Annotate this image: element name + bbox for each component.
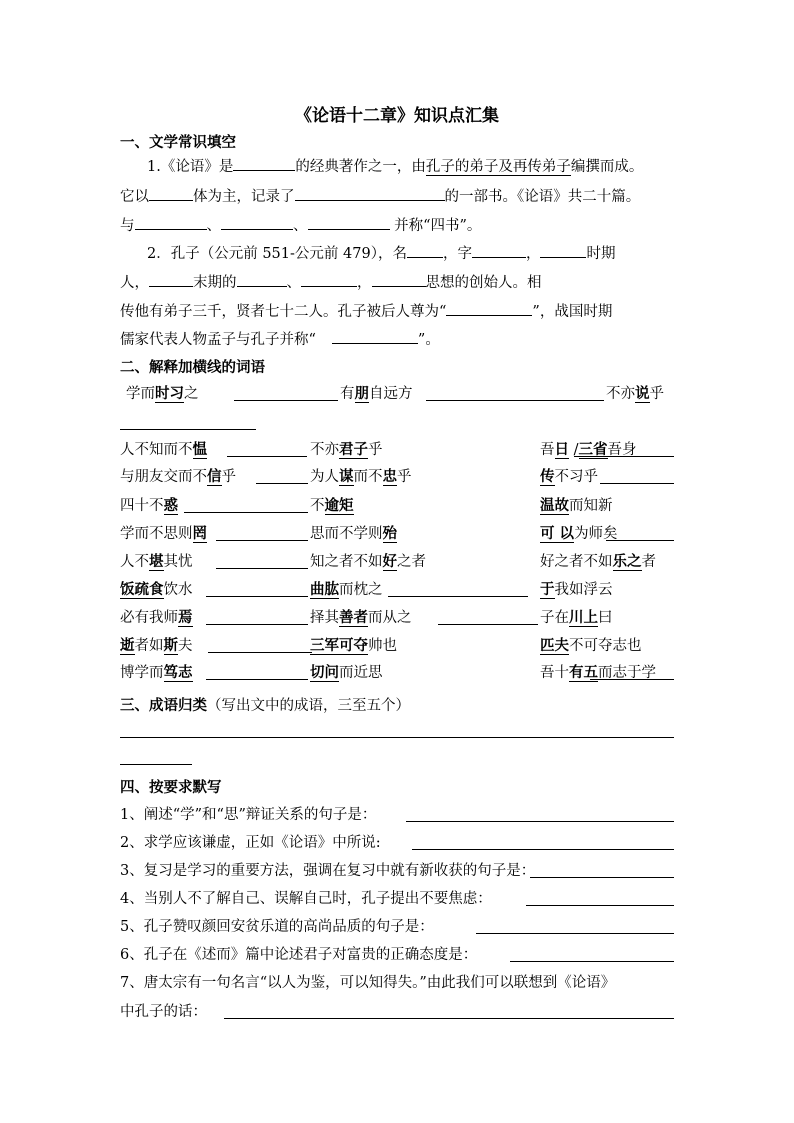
blank[interactable] xyxy=(540,243,586,258)
vocab-phrase: 饭疏食饮水 xyxy=(120,581,193,598)
blank[interactable] xyxy=(590,679,674,680)
blank[interactable] xyxy=(237,272,287,287)
vocab-phrase: 温故而知新 xyxy=(540,497,613,514)
vocab-phrase: 择其善者而从之 xyxy=(310,609,412,626)
vocab-row-8 xyxy=(120,636,680,658)
vocab-phrase: 为人谋而不忠乎 xyxy=(310,468,412,485)
blank[interactable] xyxy=(256,483,308,484)
blank[interactable] xyxy=(446,301,532,316)
vocab-phrase: 思而不学则殆 xyxy=(310,525,397,542)
s1-line-5: 人， 末期的 、 ， 思想的创始人。相 xyxy=(120,272,675,293)
vocab-phrase: 必有我师焉 xyxy=(120,609,193,626)
blank[interactable] xyxy=(372,272,426,287)
recite-item-4: 4、当别人不了解自己、误解自己时，孔子提出不要焦虑： xyxy=(120,889,675,911)
vocab-phrase: 人不堪其忧 xyxy=(120,553,193,570)
blank[interactable] xyxy=(216,540,308,541)
blank[interactable] xyxy=(135,215,207,230)
blank[interactable] xyxy=(208,652,312,653)
blank[interactable] xyxy=(206,596,308,597)
vocab-phrase: 不逾矩 xyxy=(310,497,354,514)
blank[interactable] xyxy=(407,243,443,258)
recite-item-3: 3、复习是学习的重要方法，强调在复习中就有新收获的句子是： xyxy=(120,861,675,883)
blank[interactable] xyxy=(184,512,308,513)
vocab-phrase: 与朋友交而不信乎 xyxy=(120,468,236,485)
vocab-phrase: 切问而近思 xyxy=(310,664,383,681)
vocab-row-9 xyxy=(120,663,680,685)
vocab-row-5 xyxy=(120,552,680,574)
answer-line[interactable] xyxy=(224,1018,674,1019)
vocab-phrase: 知之者不如好之者 xyxy=(310,553,426,570)
vocab-phrase: 可 以为师矣 xyxy=(540,525,618,542)
vocab-phrase: 博学而笃志 xyxy=(120,664,193,681)
blank[interactable] xyxy=(332,329,418,344)
s1-line-1: 1.《论语》是 的经典著作之一，由孔子的弟子及再传弟子编撰而成。 xyxy=(147,156,677,177)
blank[interactable] xyxy=(574,456,674,457)
blank[interactable] xyxy=(227,456,307,457)
recite-item-1: 1、阐述“学”和“思”辩证关系的句子是： xyxy=(120,805,675,827)
blank[interactable] xyxy=(388,596,528,597)
section1-heading: 一、文学常识填空 xyxy=(120,134,236,151)
blank[interactable] xyxy=(120,429,256,430)
vocab-phrase: 传不习乎 xyxy=(540,468,598,485)
vocab-phrase: 曲肱而枕之 xyxy=(310,581,383,598)
blank[interactable] xyxy=(600,483,674,484)
page-title: 《论语十二章》知识点汇集 xyxy=(295,106,499,126)
recite-item-7-cont: 中孔子的话： xyxy=(120,1002,675,1024)
vocab-phrase: 于我如浮云 xyxy=(540,581,613,598)
answer-line[interactable] xyxy=(530,877,674,878)
vocab-phrase: 吾日 /三省吾身 xyxy=(540,441,637,458)
blank[interactable] xyxy=(426,400,604,401)
vocab-phrase: 好之者不如乐之者 xyxy=(540,553,656,570)
vocab-row-7 xyxy=(120,608,680,630)
s1-line-7: 儒家代表人物孟子与孔子并称“ ”。 xyxy=(120,329,675,350)
vocab-phrase: 学而不思则罔 xyxy=(120,525,207,542)
vocab-phrase: 子在川上曰 xyxy=(540,609,613,626)
answer-line[interactable] xyxy=(412,849,674,850)
section3-heading: 三、成语归类（写出文中的成语，三至五个） xyxy=(120,697,410,714)
answer-line[interactable] xyxy=(120,737,674,738)
recite-item-2: 2、求学应该谦虚，正如《论语》中所说: xyxy=(120,833,675,855)
blank[interactable] xyxy=(295,186,445,201)
vocab-row-1 xyxy=(120,440,680,462)
blank[interactable] xyxy=(216,568,308,569)
vocab-phrase: 吾十有五而志于学 xyxy=(540,664,656,681)
recite-item-5: 5、孔子赞叹颜回安贫乐道的高尚品质的句子是： xyxy=(120,917,675,939)
answer-line[interactable] xyxy=(120,764,192,765)
vocab-phrase: 匹夫不可夺志也 xyxy=(540,637,642,654)
vocab-row-2 xyxy=(120,467,680,489)
answer-line[interactable] xyxy=(476,933,674,934)
blank[interactable] xyxy=(206,679,308,680)
recite-item-6: 6、孔子在《述而》篇中论述君子对富贵的正确态度是： xyxy=(120,945,675,967)
blank[interactable] xyxy=(206,624,308,625)
blank[interactable] xyxy=(308,215,390,230)
blank[interactable] xyxy=(234,400,338,401)
s1-line-4: 2．孔子（公元前 551-公元前 479），名 ，字 ， 时期 xyxy=(147,243,677,264)
blank[interactable] xyxy=(606,540,674,541)
answer-line[interactable] xyxy=(406,821,674,822)
blank[interactable] xyxy=(221,215,293,230)
vocab-row-3 xyxy=(120,496,680,518)
s1-line-3: 与 、 、 并称“四书”。 xyxy=(120,215,675,236)
vocab-row-6 xyxy=(120,580,680,602)
blank[interactable] xyxy=(233,156,295,171)
recite-item-7: 7、唐太宗有一句名言“以人为鉴，可以知得失。”由此我们可以联想到《论语》 xyxy=(120,975,616,991)
vocab-row-0: 学而时习之 有朋自远方 不亦说乎 xyxy=(126,385,664,402)
blank[interactable] xyxy=(301,272,357,287)
s1-line-2: 它以 体为主，记录了 的一部书。《论语》共二十篇。 xyxy=(120,186,675,207)
blank[interactable] xyxy=(149,272,193,287)
vocab-phrase: 四十不惑 xyxy=(120,497,178,514)
blank[interactable] xyxy=(438,624,538,625)
blank[interactable] xyxy=(149,186,193,201)
answer-line[interactable] xyxy=(526,905,674,906)
s1-line-6: 传他有弟子三千，贤者七十二人。孔子被后人尊为“ ”，战国时期 xyxy=(120,301,675,322)
vocab-row-4 xyxy=(120,524,680,546)
vocab-phrase: 逝者如斯夫 xyxy=(120,637,193,654)
vocab-phrase: 不亦君子乎 xyxy=(310,441,383,458)
blank[interactable] xyxy=(472,243,526,258)
vocab-phrase: 人不知而不愠 xyxy=(120,441,207,458)
answer-line[interactable] xyxy=(510,961,674,962)
section4-heading: 四、按要求默写 xyxy=(120,779,222,796)
vocab-phrase: 三军可夺帅也 xyxy=(310,637,397,654)
section2-heading: 二、解释加横线的词语 xyxy=(120,359,265,376)
